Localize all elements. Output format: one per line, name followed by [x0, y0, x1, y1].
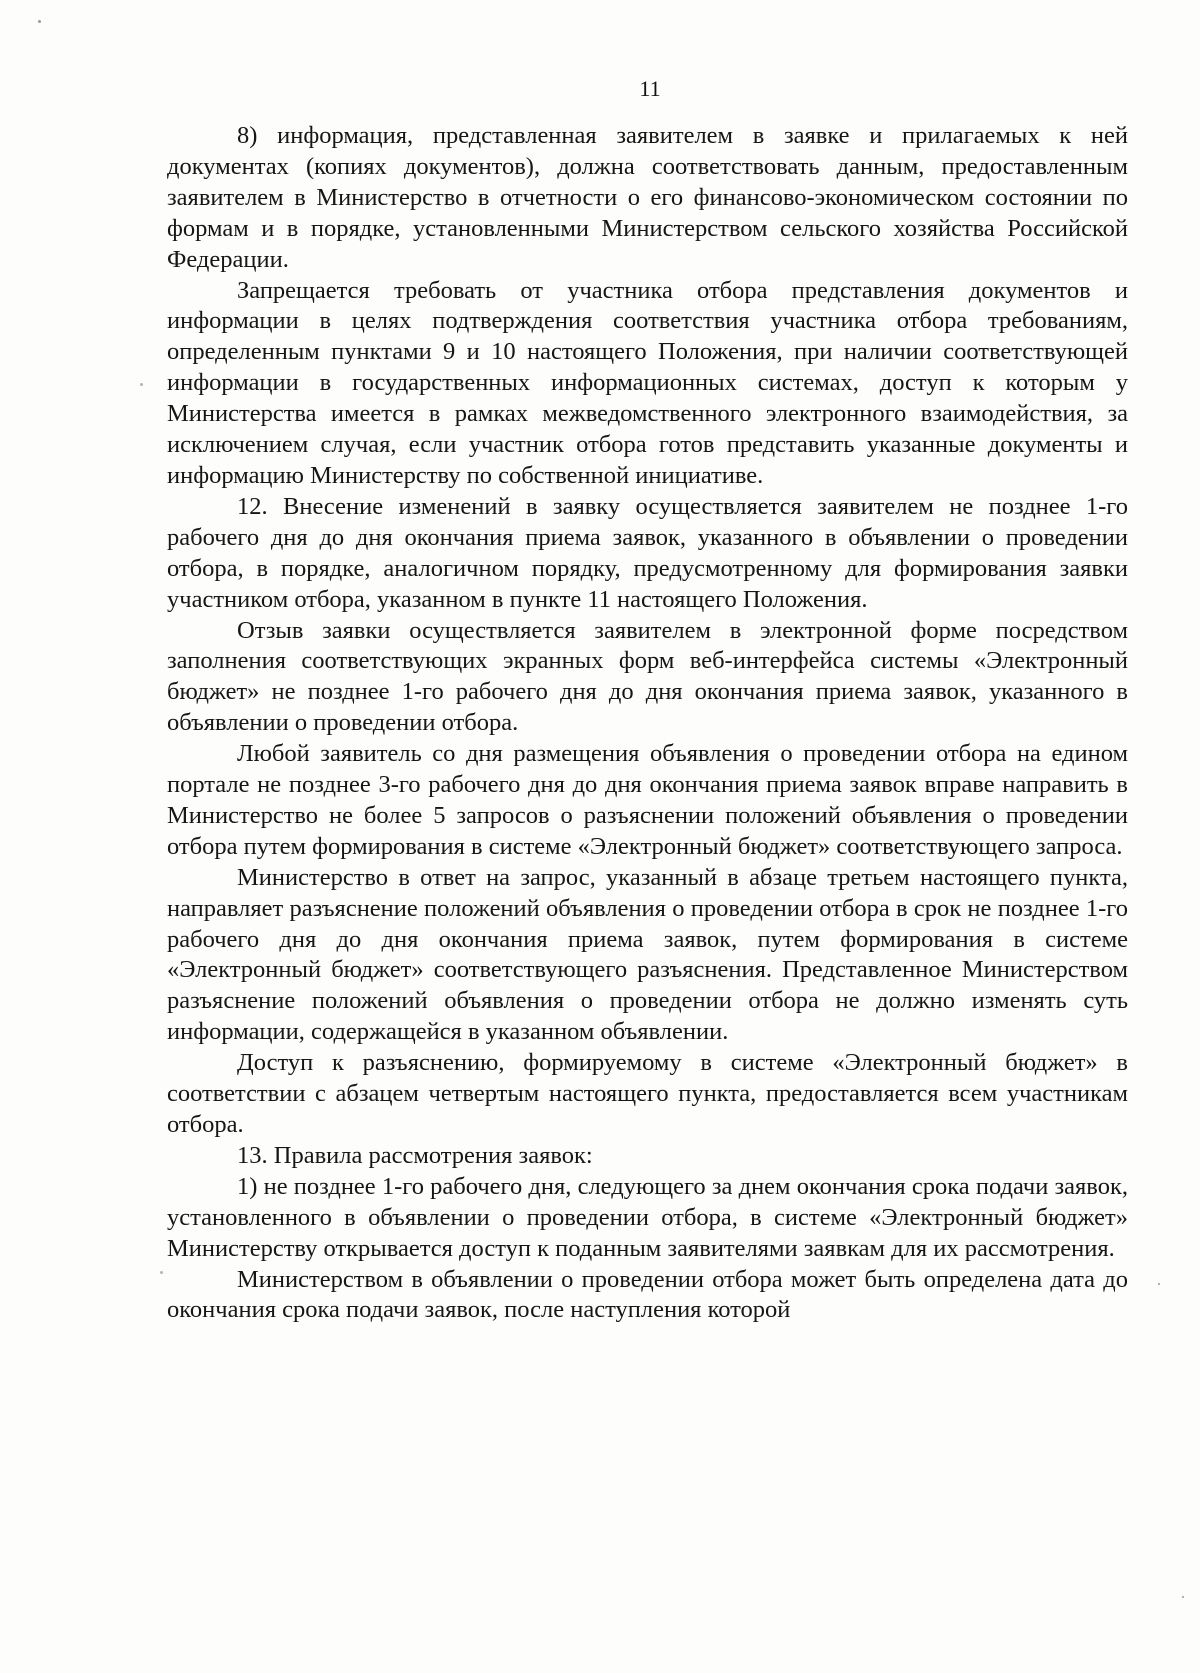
paragraph-requests: Любой заявитель со дня размещения объявления о проведении отбора на едином портале не позднее 3-го рабочего дня до дня окончания приема заявок вправе направить в Министерство не более 5 запросов о разъяснении положений объявления о проведении отбора путем формирования в системе «Электронный бюджет» соответствующего запроса. [167, 740, 1128, 860]
page-number: 11 [639, 76, 661, 101]
paragraph-item-8: 8) информация, представленная заявителем в заявке и прилагаемых к ней документах (копиях документов), должна соответствовать данным, предоставленным заявителем в Министерство в отчетности о его финансово-экономическом состоянии по формам и в порядке, установленными Министерством сельского хозяйства Российской Федерации. [167, 122, 1128, 273]
paragraph-ministry-response: Министерство в ответ на запрос, указанный в абзаце третьем настоящего пункта, направляет разъяснение положений объявления о проведении отбора в срок не позднее 1-го рабочего дня до дня окончания приема заявок, путем формирования в системе «Электронный бюджет» соответствующего разъяснения. Представленное Министерством разъяснение положений объявления о проведении отбора не должно изменять суть информации, содержащейся в указанном объявлении. [167, 863, 1128, 1046]
scan-speck [160, 1271, 163, 1274]
paragraph-access: Доступ к разъяснению, формируемому в системе «Электронный бюджет» в соответствии с абзацем четвертым настоящего пункта, предоставляется всем участникам отбора. [167, 1049, 1128, 1138]
document-body [167, 121, 1128, 1326]
paragraph-prohibition: Запрещается требовать от участника отбора представления документов и информации в целях подтверждения соответствия участника отбора требованиям, определенным пунктами 9 и 10 настоящего Положения, при наличии соответствующей информации в государственных информационных системах, доступ к которым у Министерства имеется в рамках межведомственного электронного взаимодействия, за исключением случая, если участник отбора готов представить указанные документы и информацию Министерству по собственной инициативе. [167, 276, 1128, 489]
paragraph-point-13: 13. Правила рассмотрения заявок: [237, 1141, 593, 1169]
scan-speck [1182, 1596, 1184, 1598]
paragraph-deadline: Министерством в объявлении о проведении отбора может быть определена дата до окончания срока подачи заявок, после наступления которой [167, 1265, 1128, 1324]
paragraph-withdrawal: Отзыв заявки осуществляется заявителем в электронной форме посредством заполнения соответствующих экранных форм веб-интерфейса системы «Электронный бюджет» не позднее 1-го рабочего дня до дня окончания приема заявок, указанного в объявлении о проведении отбора. [167, 616, 1128, 737]
scan-speck [38, 20, 41, 23]
scan-speck [140, 383, 143, 386]
paragraph-point-12: 12. Внесение изменений в заявку осуществляется заявителем не позднее 1-го рабочего дня до дня окончания приема заявок, указанного в объявлении о проведении отбора, в порядке, аналогичном порядку, предусмотренному для формирования заявки участником отбора, указанном в пункте 11 настоящего Положения. [167, 492, 1128, 613]
scan-speck [1158, 1283, 1160, 1285]
paragraph-rule-1: 1) не позднее 1-го рабочего дня, следующего за днем окончания срока подачи заявок, установленного в объявлении о проведении отбора, в системе «Электронный бюджет» Министерству открывается доступ к поданным заявителями заявкам для их рассмотрения. [167, 1172, 1128, 1262]
